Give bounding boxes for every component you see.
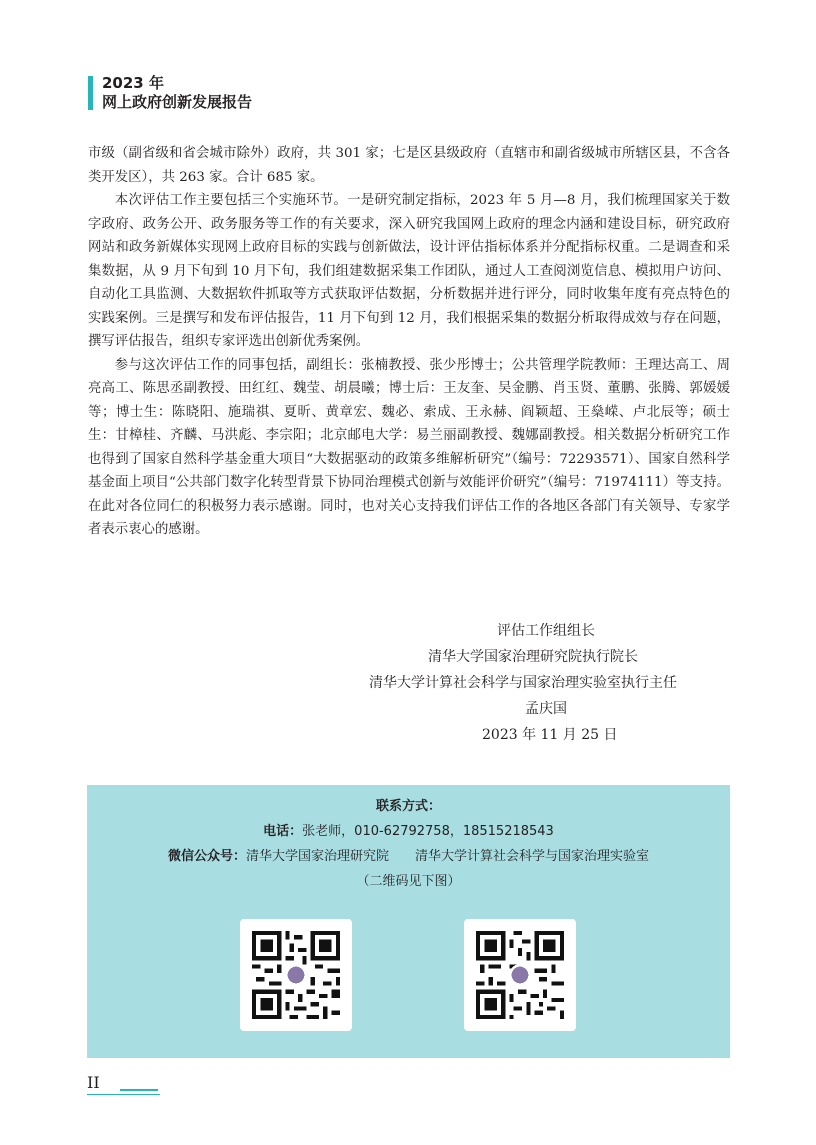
phone-value: 张老师，010-62792758，18515218543 (302, 824, 554, 839)
signature-name: 孟庆国 (525, 701, 567, 717)
body-text (88, 142, 730, 542)
contact-box (87, 785, 730, 1058)
wechat-label: 微信公众号： (167, 849, 246, 864)
contact-note: （二维码见下图） (356, 874, 461, 889)
wechat-value-2: 清华大学计算社会科学与国家治理实验室 (415, 849, 650, 864)
page-number: II (87, 1073, 100, 1092)
paragraph-2: 本次评估工作主要包括三个实施环节。一是研究制定指标，2023 年 5 月—8 月，我们梳理国家关于数字政府、政务公开、政务服务等工作的有关要求，深入研究我国网上政府的理念内涵和建设目标，研究政府网站和政务新媒体实现网上政府目标的实践与创新做法，设计评估指标体系并分配指标权重。二是调查和采集数据，从 9 月下旬到 10 月下旬，我们组建数据采集工作团队，通过人工查阅浏览信息、模拟用户访问、自动化工具监测、大数据软件抓取等方式获取评估数据，分析数据并进行评分，同时收集年度有亮点特色的实践案例。三是撰写和发布评估报告，11 月下旬到 12 月，我们根据采集的数据分析取得成效与存在问题，撰写评估报告，组织专家评选出创新优秀案例。 (88, 193, 730, 349)
signature-role-2: 清华大学国家治理研究院执行院长 (428, 649, 638, 665)
contact-phone (87, 822, 730, 842)
qr-code-icon (476, 931, 564, 1019)
header-year: 2023 年 (102, 74, 164, 92)
signature-role-1: 评估工作组组长 (497, 623, 595, 639)
qr-code-1 (240, 919, 352, 1031)
signature-date: 2023 年 11 月 25 日 (482, 727, 618, 743)
header-accent-bar (88, 76, 93, 110)
page-number-rule (120, 1089, 158, 1091)
contact-title-text: 联系方式： (375, 799, 441, 814)
header-title: 网上政府创新发展报告 (102, 93, 253, 111)
signature-role-3: 清华大学计算社会科学与国家治理实验室执行主任 (369, 675, 677, 691)
page-number-baseline (87, 1094, 160, 1095)
paragraph-1: 市级（副省级和省会城市除外）政府，共 301 家；七是区县级政府（直辖市和副省级城市所辖区县，不含各类开发区），共 263 家。合计 685 家。 (88, 146, 730, 185)
contact-wechat (87, 847, 730, 867)
qr-code-icon (252, 931, 340, 1019)
wechat-value-1: 清华大学国家治理研究院 (245, 849, 389, 864)
paragraph-3: 参与这次评估工作的同事包括，副组长：张楠教授、张少彤博士；公共管理学院教师：王理达高工、周亮高工、陈思丞副教授、田红红、魏莹、胡晨曦；博士后：王友奎、吴金鹏、肖玉贤、董鹏、张腾、郭媛媛等；博士生：陈晓阳、施瑞祺、夏昕、黄章宏、魏必、索成、王永赫、阎颖超、王燊嵘、卢北辰等；硕士生：甘樟桂、齐麟、马洪彪、李宗阳；北京邮电大学：易兰丽副教授、魏娜副教授。相关数据分析研究工作也得到了国家自然科学基金重大项目“大数据驱动的政策多维解析研究”（编号：72293571）、国家自然科学基金面上项目“公共部门数字化转型背景下协同治理模式创新与效能评价研究”（编号：71974111）等支持。在此对各位同仁的积极努力表示感谢。同时，也对关心支持我们评估工作的各地区各部门有关领导、专家学者表示衷心的感谢。 (88, 357, 730, 537)
qr-code-2 (464, 919, 576, 1031)
contact-title (87, 797, 730, 817)
phone-label: 电话： (263, 824, 303, 839)
